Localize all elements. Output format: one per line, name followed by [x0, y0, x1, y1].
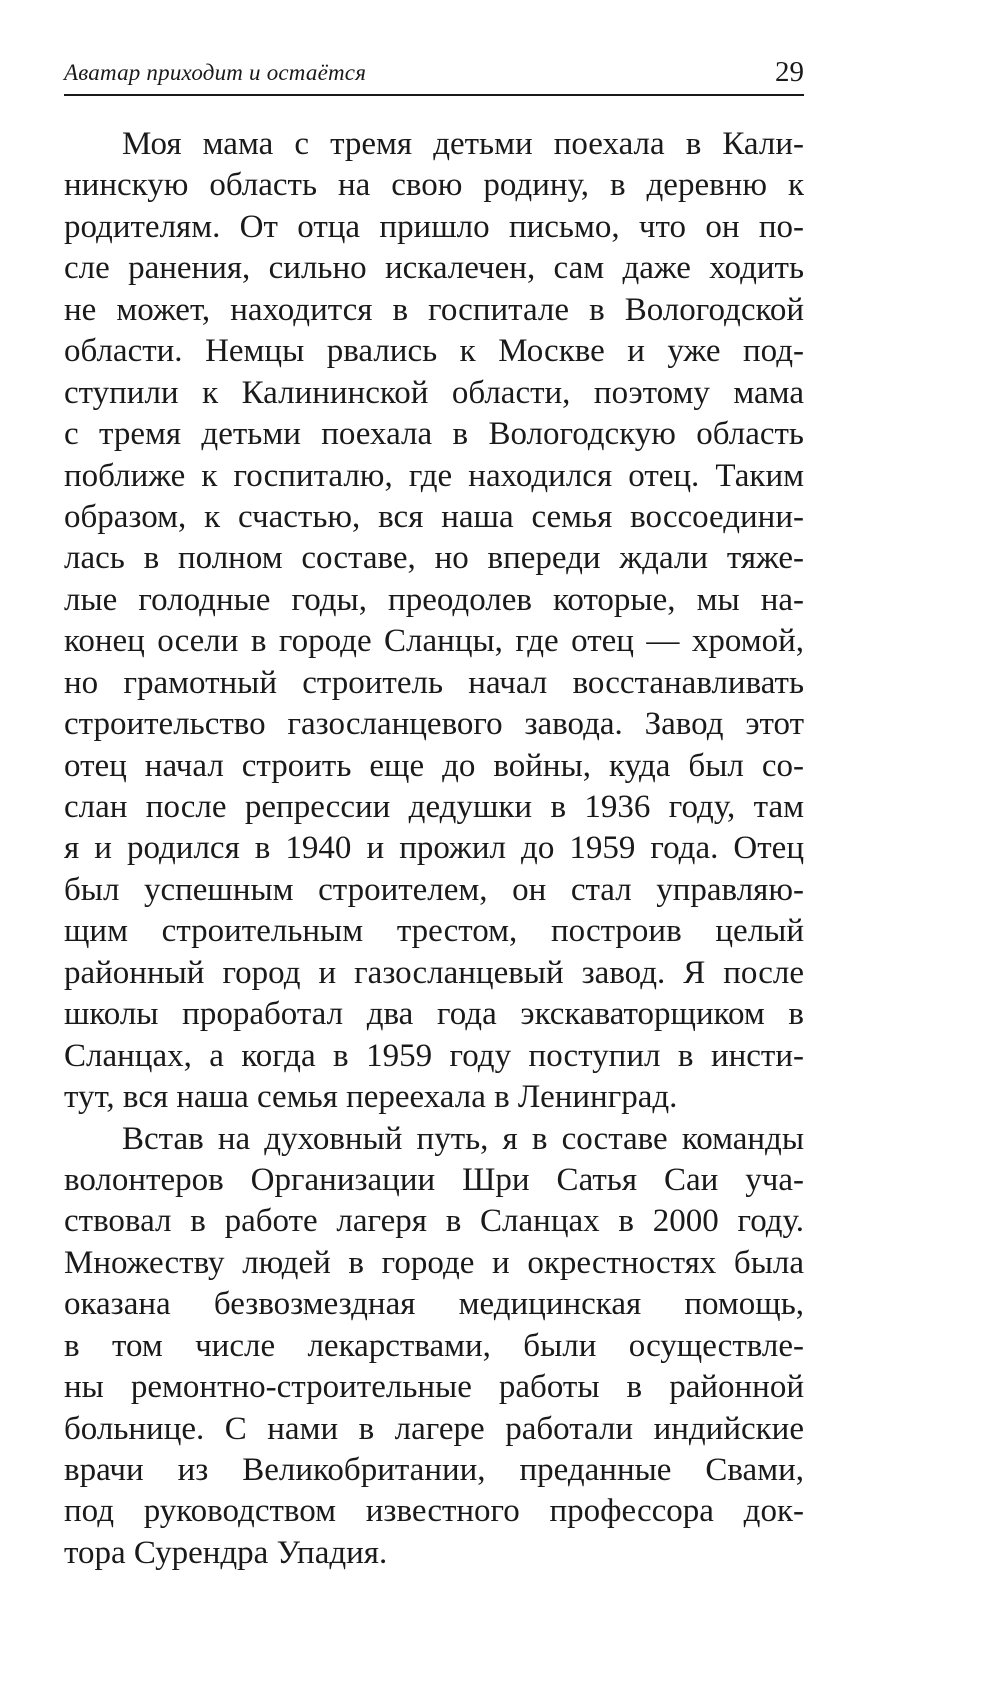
body-text — [64, 124, 804, 1574]
text-line: тут, вся наша семья переехала в Ленинград. — [64, 1079, 678, 1116]
text-line: Моя мама с тремя детьми поехала в Кали- — [122, 126, 804, 162]
text-line: школы проработал два года экскаваторщиком в — [64, 996, 804, 1033]
text-line: районный город и газосланцевый завод. Я после — [64, 954, 804, 991]
text-line: ны ремонтно-строительные работы в районной — [64, 1369, 804, 1406]
paragraph-1 — [64, 124, 804, 1119]
text-line: но грамотный строитель начал восстанавливать — [64, 664, 804, 701]
text-line: области. Немцы рвались к Москве и уже под- — [64, 333, 804, 370]
text-line: щим строительным трестом, построив целый — [64, 913, 804, 950]
text-line: ступили к Калининской области, поэтому мама — [64, 374, 804, 411]
text-line: был успешным строителем, он стал управляю- — [64, 871, 804, 908]
text-line: я и родился в 1940 и прожил до 1959 года. Отец — [64, 830, 804, 867]
text-line: конец осели в городе Сланцы, где отец — хромой, — [64, 623, 804, 660]
text-line: слан после репрессии дедушки в 1936 году, там — [64, 789, 804, 825]
text-line: лые голодные годы, преодолев которые, мы на- — [64, 581, 804, 618]
text-line: Сланцах, а когда в 1959 году поступил в инсти- — [64, 1037, 804, 1074]
page-number: 29 — [775, 56, 804, 88]
text-line: волонтеров Организации Шри Сатья Саи уча- — [64, 1161, 804, 1198]
text-line: Множеству людей в городе и окрестностях была — [64, 1244, 804, 1281]
text-line: в том числе лекарствами, были осуществле- — [64, 1327, 804, 1364]
text-line: родителям. От отца пришло письмо, что он по- — [64, 208, 804, 245]
running-title: Аватар приходит и остаётся — [64, 60, 367, 85]
text-line: поближе к госпиталю, где находился отец. Таким — [64, 457, 804, 494]
text-line: лась в полном составе, но впереди ждали тяже- — [64, 540, 804, 577]
text-line: оказана безвозмездная медицинская помощь, — [64, 1286, 804, 1323]
text-line: нинскую область на свою родину, в деревню к — [64, 167, 804, 204]
running-head — [64, 54, 804, 96]
text-line: больнице. С нами в лагере работали индийские — [64, 1410, 804, 1447]
text-line: врачи из Великобритании, преданные Свами, — [64, 1452, 804, 1488]
text-line: не может, находится в госпитале в Вологодской — [64, 291, 804, 328]
text-line: строительство газосланцевого завода. Завод этот — [64, 706, 804, 743]
text-line: ствовал в работе лагеря в Сланцах в 2000 году. — [64, 1203, 804, 1240]
text-line: отец начал строить еще до войны, куда был со- — [64, 747, 804, 784]
text-line: Встав на духовный путь, я в составе команды — [122, 1120, 804, 1157]
text-line: сле ранения, сильно искалечен, сам даже ходить — [64, 250, 804, 287]
text-line: с тремя детьми поехала в Вологодскую область — [64, 416, 804, 453]
text-line: тора Сурендра Упадия. — [64, 1534, 388, 1571]
paragraph-2 — [64, 1119, 804, 1575]
text-line: под руководством известного профессора док- — [64, 1493, 804, 1530]
text-line: образом, к счастью, вся наша семья воссоедини- — [64, 498, 804, 535]
